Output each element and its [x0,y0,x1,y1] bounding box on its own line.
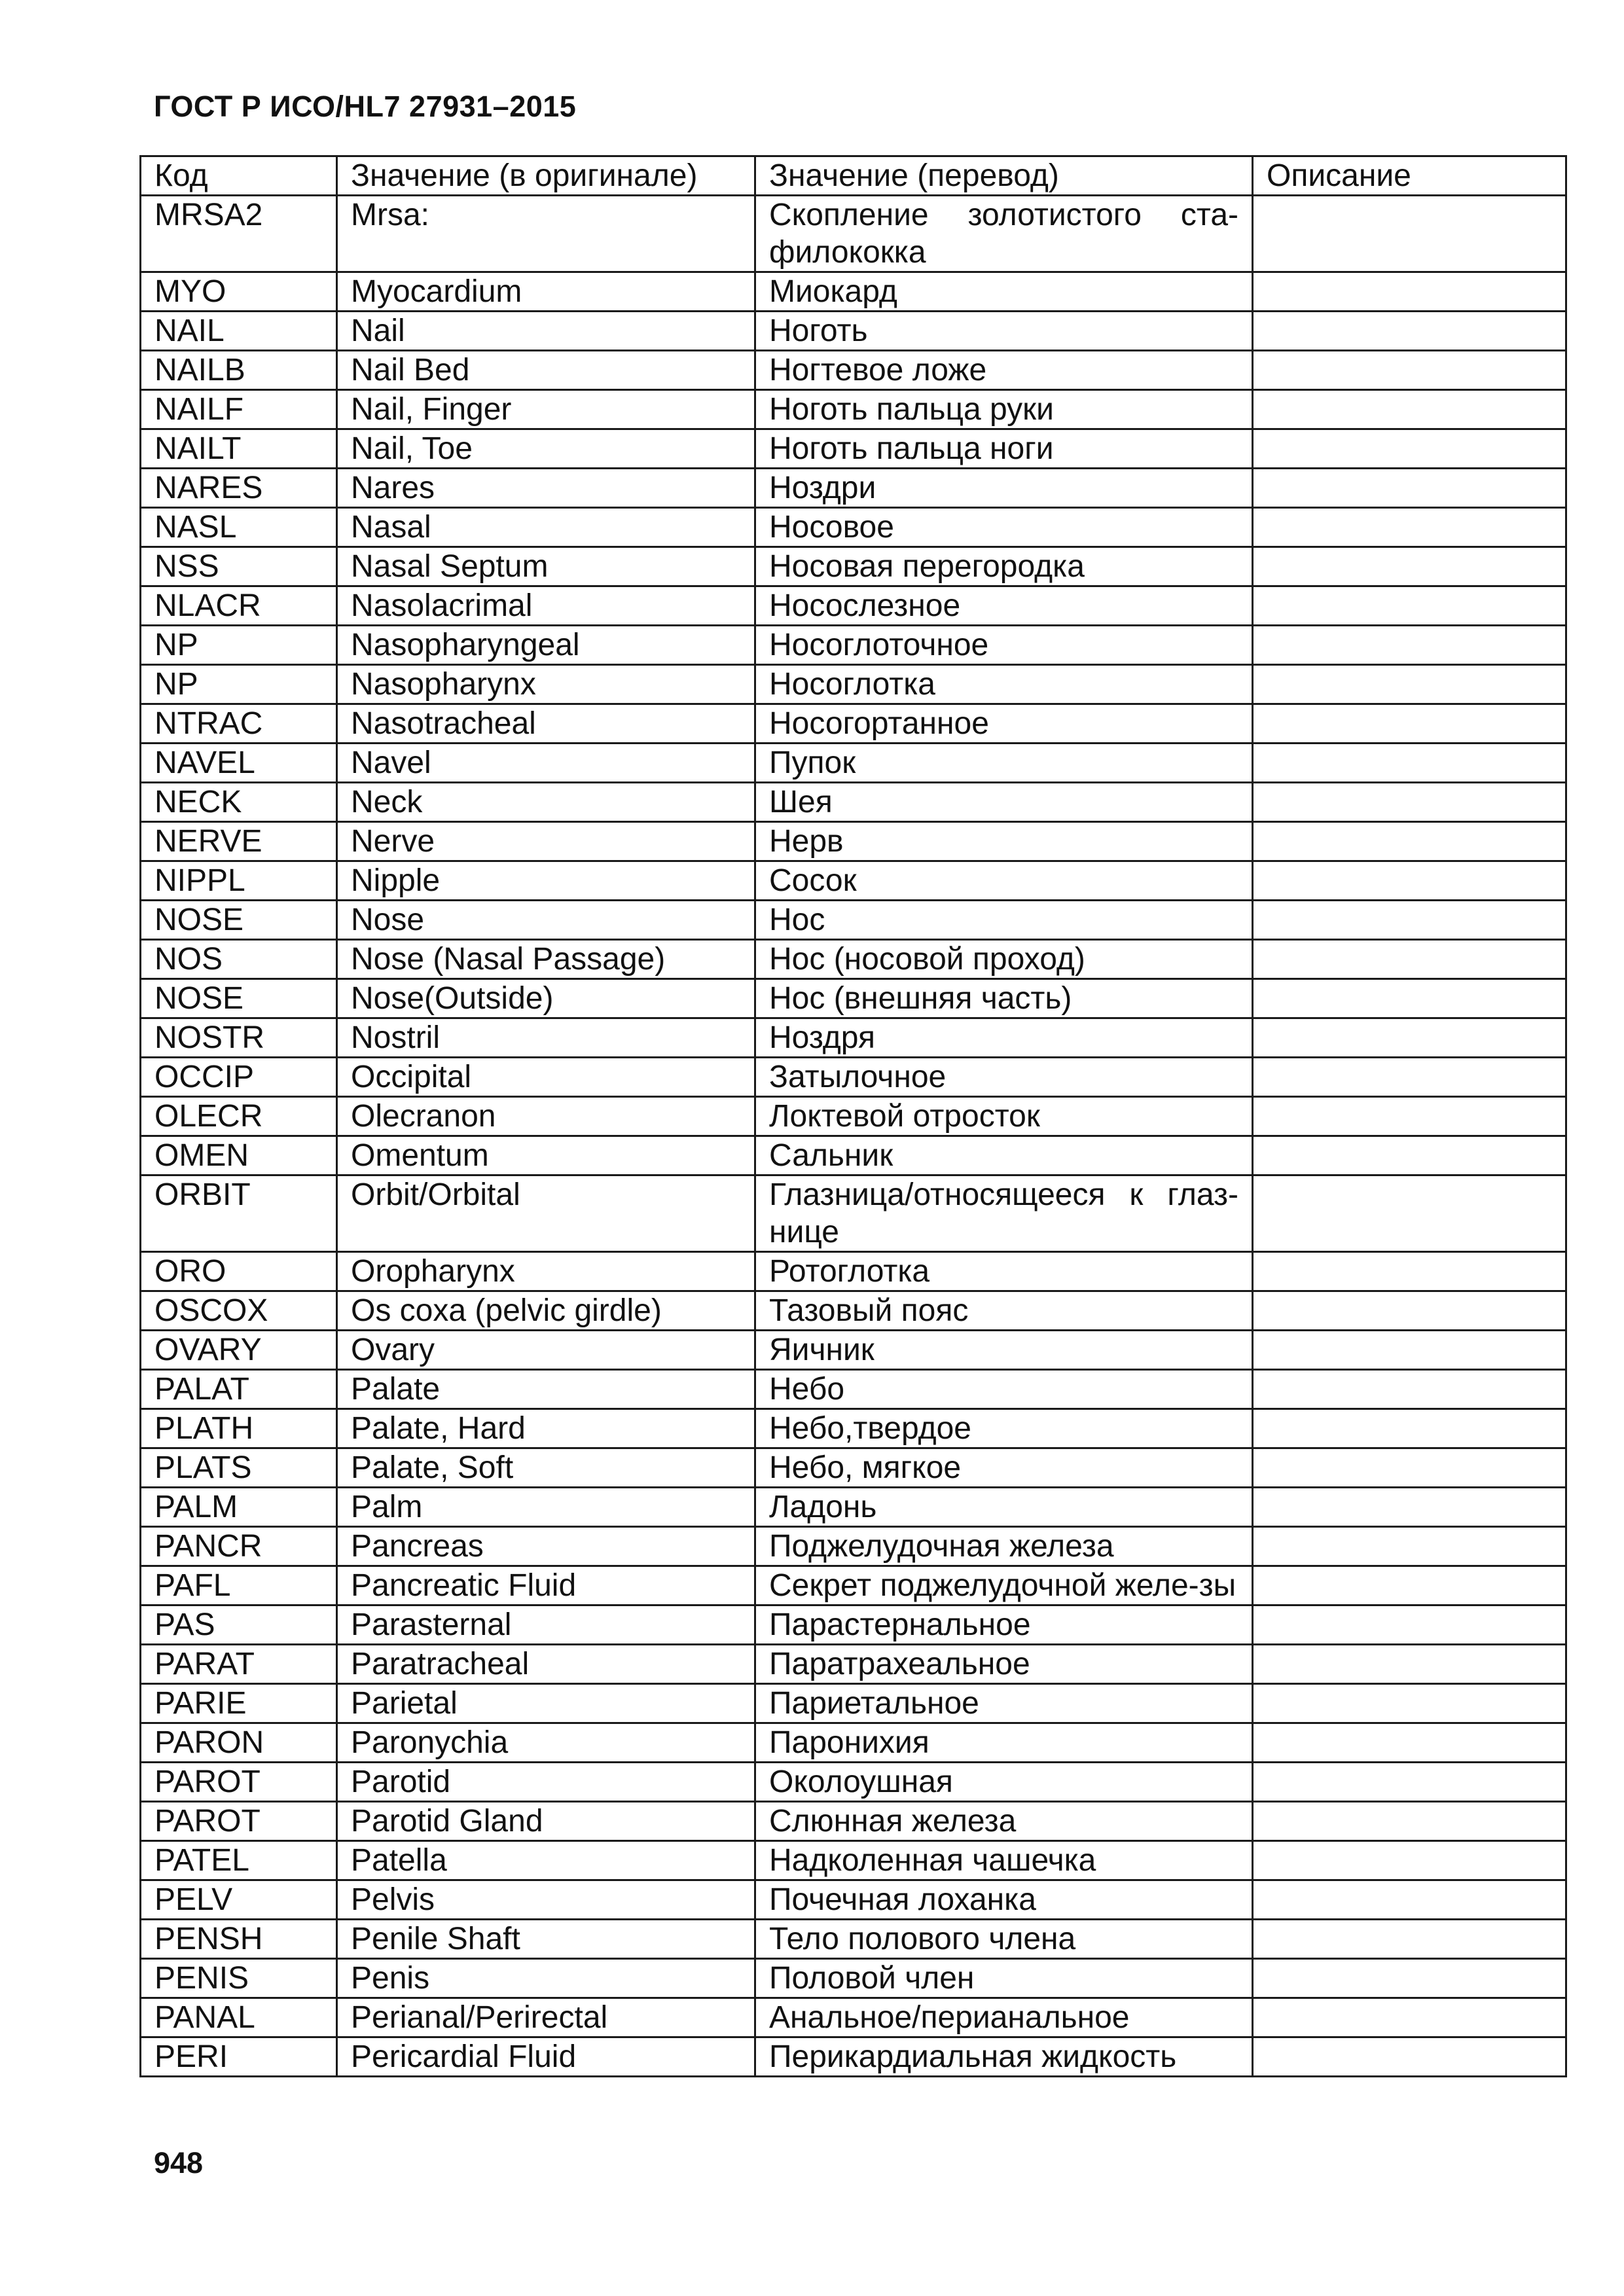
cell-translation: Ноздря [755,1018,1253,1058]
cell-description [1253,822,1566,861]
cell-description [1253,1763,1566,1802]
table-row [141,429,1566,469]
cell-translation: Носогортанное [755,704,1253,744]
table-row [141,1175,1566,1252]
cell-code: PANAL [141,1998,337,2037]
cell-original: Parotid Gland [337,1802,755,1841]
table-row [141,979,1566,1018]
table-row [141,272,1566,312]
cell-translation: Паратрахеальное [755,1645,1253,1684]
table-row [141,783,1566,822]
cell-description [1253,547,1566,586]
cell-translation: Шея [755,783,1253,822]
cell-translation: Надколенная чашечка [755,1841,1253,1880]
cell-code: PALM [141,1488,337,1527]
cell-original: Penis [337,1959,755,1998]
table-row [141,1605,1566,1645]
cell-code: OVARY [141,1331,337,1370]
table-row [141,1723,1566,1763]
cell-code: PARIE [141,1684,337,1723]
cell-code: NARES [141,469,337,508]
cell-translation: Парастернальное [755,1605,1253,1645]
table-row [141,744,1566,783]
cell-original: Oropharynx [337,1252,755,1291]
cell-description [1253,1409,1566,1448]
table-header-row [141,156,1566,196]
cell-code: NSS [141,547,337,586]
cell-code: OCCIP [141,1058,337,1097]
cell-translation: Ладонь [755,1488,1253,1527]
cell-translation: Ноготь пальца руки [755,390,1253,429]
table-row [141,1880,1566,1920]
table-row [141,1448,1566,1488]
cell-translation: Слюнная железа [755,1802,1253,1841]
cell-description [1253,979,1566,1018]
cell-description [1253,1802,1566,1841]
cell-translation: Нос [755,901,1253,940]
cell-code: PERI [141,2037,337,2077]
cell-original: Nail [337,312,755,351]
cell-code: ORBIT [141,1175,337,1252]
cell-translation: Носоглотка [755,665,1253,704]
table-row [141,1136,1566,1175]
cell-original: Nares [337,469,755,508]
cell-description [1253,861,1566,901]
cell-code: PALAT [141,1370,337,1409]
cell-description [1253,586,1566,626]
cell-translation: Носослезное [755,586,1253,626]
cell-description [1253,1645,1566,1684]
cell-translation: Почечная лоханка [755,1880,1253,1920]
cell-translation: Перикардиальная жидкость [755,2037,1253,2077]
cell-code: NECK [141,783,337,822]
cell-description [1253,1331,1566,1370]
column-header-code: Код [141,156,337,196]
table-row [141,1252,1566,1291]
table-row [141,1841,1566,1880]
cell-original: Nasopharynx [337,665,755,704]
column-header-translation: Значение (перевод) [755,156,1253,196]
cell-translation: Нерв [755,822,1253,861]
table-row [141,901,1566,940]
cell-original: Os coxa (pelvic girdle) [337,1291,755,1331]
cell-original: Nail, Toe [337,429,755,469]
cell-description [1253,1841,1566,1880]
cell-code: NAILB [141,351,337,390]
page-number: 948 [154,2146,204,2179]
cell-description [1253,1058,1566,1097]
cell-translation: Анальное/перианальное [755,1998,1253,2037]
cell-translation: Тело полового члена [755,1920,1253,1959]
cell-code: PELV [141,1880,337,1920]
cell-translation: Околоушная [755,1763,1253,1802]
cell-translation: Ротоглотка [755,1252,1253,1291]
cell-code: NTRAC [141,704,337,744]
cell-original: Parotid [337,1763,755,1802]
cell-code: PLATS [141,1448,337,1488]
cell-translation: Ногтевое ложе [755,351,1253,390]
cell-translation: Париетальное [755,1684,1253,1723]
cell-description [1253,272,1566,312]
cell-translation: Сальник [755,1136,1253,1175]
cell-description [1253,1488,1566,1527]
cell-original: Occipital [337,1058,755,1097]
cell-original: Nose (Nasal Passage) [337,940,755,979]
cell-original: Ovary [337,1331,755,1370]
cell-description [1253,312,1566,351]
cell-code: PENIS [141,1959,337,1998]
cell-description [1253,1252,1566,1291]
cell-description [1253,1136,1566,1175]
cell-translation: Ноготь [755,312,1253,351]
cell-description [1253,1959,1566,1998]
cell-translation: Носоглоточное [755,626,1253,665]
cell-description [1253,351,1566,390]
cell-code: PLATH [141,1409,337,1448]
cell-description [1253,196,1566,272]
cell-code: PENSH [141,1920,337,1959]
cell-original: Paratracheal [337,1645,755,1684]
cell-translation: Носовая перегородка [755,547,1253,586]
table-row [141,1959,1566,1998]
cell-code: OLECR [141,1097,337,1136]
cell-original: Nasopharyngeal [337,626,755,665]
cell-code: ORO [141,1252,337,1291]
table-row [141,196,1566,272]
table-row [141,704,1566,744]
cell-translation: Миокард [755,272,1253,312]
cell-original: Parietal [337,1684,755,1723]
table-row [141,351,1566,390]
cell-description [1253,390,1566,429]
cell-code: MRSA2 [141,196,337,272]
column-header-description: Описание [1253,156,1566,196]
cell-original: Mrsa: [337,196,755,272]
table-row [141,2037,1566,2077]
cell-translation: Сосок [755,861,1253,901]
cell-code: NOSE [141,901,337,940]
cell-description [1253,665,1566,704]
cell-description [1253,1448,1566,1488]
table-row [141,822,1566,861]
cell-original: Palate, Hard [337,1409,755,1448]
cell-code: NOS [141,940,337,979]
cell-code: NP [141,665,337,704]
cell-code: MYO [141,272,337,312]
cell-translation: Нос (носовой проход) [755,940,1253,979]
cell-original: Neck [337,783,755,822]
cell-description [1253,1097,1566,1136]
cell-code: PARON [141,1723,337,1763]
cell-description [1253,469,1566,508]
column-header-original: Значение (в оригинале) [337,156,755,196]
table-row [141,1058,1566,1097]
cell-original: Pancreatic Fluid [337,1566,755,1605]
table-row [141,1645,1566,1684]
cell-original: Pericardial Fluid [337,2037,755,2077]
cell-description [1253,783,1566,822]
cell-description [1253,1920,1566,1959]
table-row [141,1018,1566,1058]
cell-original: Nasal [337,508,755,547]
cell-description [1253,1723,1566,1763]
table-row [141,312,1566,351]
cell-original: Nasal Septum [337,547,755,586]
cell-description [1253,704,1566,744]
cell-original: Palm [337,1488,755,1527]
cell-code: PAFL [141,1566,337,1605]
cell-code: NAILT [141,429,337,469]
cell-description [1253,1291,1566,1331]
cell-code: NLACR [141,586,337,626]
table-row [141,1331,1566,1370]
cell-code: PAROT [141,1802,337,1841]
cell-original: Nerve [337,822,755,861]
table-row [141,1763,1566,1802]
cell-code: NP [141,626,337,665]
cell-translation: Поджелудочная железа [755,1527,1253,1566]
cell-original: Penile Shaft [337,1920,755,1959]
table-row [141,1920,1566,1959]
table-row [141,586,1566,626]
cell-code: OMEN [141,1136,337,1175]
cell-code: NERVE [141,822,337,861]
cell-translation: Локтевой отросток [755,1097,1253,1136]
cell-translation: Небо, мягкое [755,1448,1253,1488]
cell-original: Nail Bed [337,351,755,390]
cell-original: Nasotracheal [337,704,755,744]
cell-original: Nostril [337,1018,755,1058]
cell-original: Nipple [337,861,755,901]
table-row [141,665,1566,704]
cell-code: PAROT [141,1763,337,1802]
cell-code: PARAT [141,1645,337,1684]
cell-original: Omentum [337,1136,755,1175]
table-body [141,196,1566,2077]
table-row [141,1409,1566,1448]
cell-description [1253,940,1566,979]
cell-description [1253,1527,1566,1566]
cell-description [1253,1605,1566,1645]
cell-translation: Небо [755,1370,1253,1409]
cell-translation: Половой член [755,1959,1253,1998]
cell-original: Olecranon [337,1097,755,1136]
table-row [141,1998,1566,2037]
table-row [141,1527,1566,1566]
cell-translation: Пупок [755,744,1253,783]
cell-translation: Нос (внешняя часть) [755,979,1253,1018]
cell-code: PANCR [141,1527,337,1566]
cell-description [1253,1566,1566,1605]
cell-translation: Ноздри [755,469,1253,508]
cell-original: Palate [337,1370,755,1409]
table-row [141,1802,1566,1841]
cell-original: Palate, Soft [337,1448,755,1488]
cell-translation: Затылочное [755,1058,1253,1097]
cell-description [1253,2037,1566,2077]
cell-translation: Глазница/относящееся к глаз-нице [755,1175,1253,1252]
cell-description [1253,1370,1566,1409]
table-row [141,861,1566,901]
cell-description [1253,1175,1566,1252]
cell-translation: Ноготь пальца ноги [755,429,1253,469]
table-row [141,547,1566,586]
cell-original: Perianal/Perirectal [337,1998,755,2037]
cell-code: NIPPL [141,861,337,901]
cell-code: PAS [141,1605,337,1645]
cell-code: OSCOX [141,1291,337,1331]
cell-original: Nasolacrimal [337,586,755,626]
cell-translation: Тазовый пояс [755,1291,1253,1331]
cell-translation: Носовое [755,508,1253,547]
cell-translation: Паронихия [755,1723,1253,1763]
cell-code: NAILF [141,390,337,429]
cell-translation: Небо,твердое [755,1409,1253,1448]
cell-description [1253,429,1566,469]
cell-original: Nose [337,901,755,940]
table-row [141,626,1566,665]
cell-translation: Секрет поджелудочной желе-зы [755,1566,1253,1605]
cell-original: Navel [337,744,755,783]
table-row [141,469,1566,508]
cell-code: NOSTR [141,1018,337,1058]
cell-description [1253,508,1566,547]
cell-original: Nail, Finger [337,390,755,429]
cell-translation: Яичник [755,1331,1253,1370]
table-row [141,940,1566,979]
cell-description [1253,1998,1566,2037]
cell-description [1253,901,1566,940]
cell-translation: Скопление золотистого ста-филококка [755,196,1253,272]
cell-original: Nose(Outside) [337,979,755,1018]
cell-code: NAIL [141,312,337,351]
cell-original: Pancreas [337,1527,755,1566]
cell-original: Orbit/Orbital [337,1175,755,1252]
code-table [139,155,1567,2077]
cell-description [1253,1018,1566,1058]
cell-code: NAVEL [141,744,337,783]
cell-code: PATEL [141,1841,337,1880]
cell-description [1253,626,1566,665]
table-row [141,1370,1566,1409]
table-row [141,508,1566,547]
cell-original: Patella [337,1841,755,1880]
document-header: ГОСТ Р ИСО/HL7 27931–2015 [154,90,577,123]
cell-original: Pelvis [337,1880,755,1920]
table-row [141,1097,1566,1136]
cell-code: NOSE [141,979,337,1018]
cell-original: Myocardium [337,272,755,312]
cell-original: Parasternal [337,1605,755,1645]
table-row [141,1291,1566,1331]
cell-description [1253,1880,1566,1920]
cell-description [1253,744,1566,783]
table-row [141,1566,1566,1605]
cell-code: NASL [141,508,337,547]
table-row [141,390,1566,429]
cell-original: Paronychia [337,1723,755,1763]
table-row [141,1684,1566,1723]
table-row [141,1488,1566,1527]
cell-description [1253,1684,1566,1723]
